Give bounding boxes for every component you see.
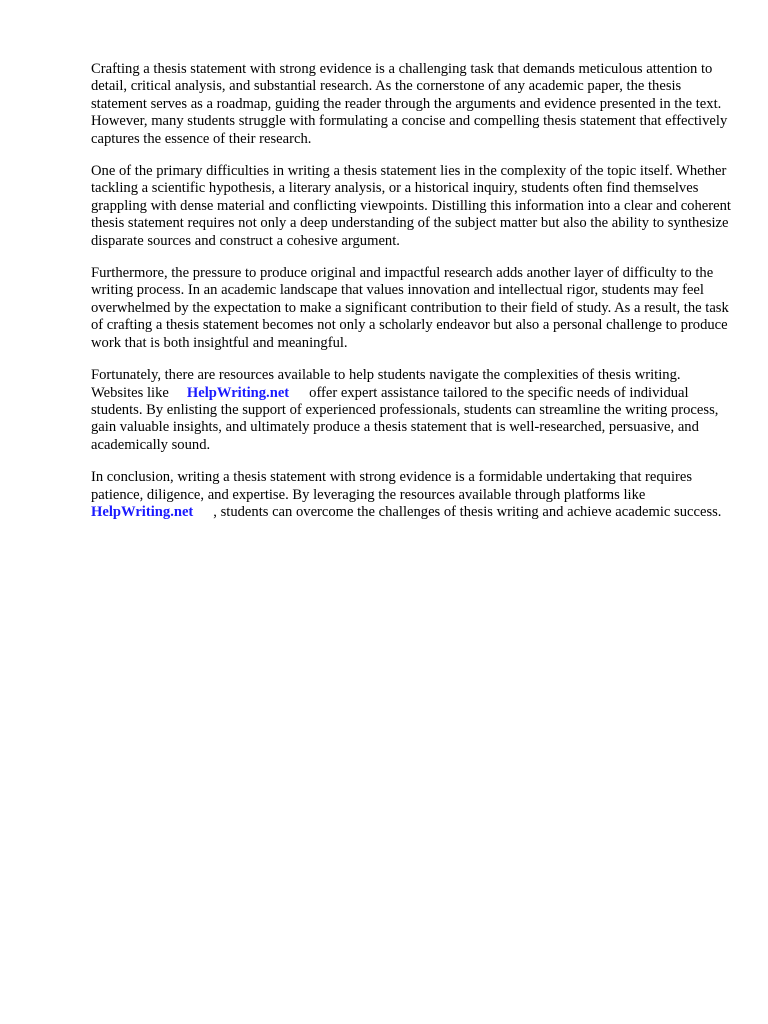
paragraph-resources	[91, 367, 731, 454]
paragraph-conclusion	[91, 469, 731, 521]
helpwriting-link-conclusion[interactable]: HelpWriting.net	[91, 503, 194, 520]
paragraph-difficulties: One of the primary difficulties in writing a thesis statement lies in the complexity of the topic itself. Whether tackling a scientific hypothesis, a literary analysis, or a historical inquiry, students often find themselves grappling with dense material and conflicting viewpoints. Distilling this information into a clear and coherent thesis statement requires not only a deep understanding of the subject matter but also the ability to synthesize disparate sources and construct a cohesive argument.	[91, 163, 731, 249]
paragraph-conclusion-after: , students can overcome the challenges of thesis writing and achieve academic success.	[213, 503, 722, 520]
helpwriting-link[interactable]: HelpWriting.net	[186, 384, 290, 401]
paragraph-intro: Crafting a thesis statement with strong evidence is a challenging task that demands meticulous attention to detail, critical analysis, and substantial research. As the cornerstone of any academic paper, the thesis statement serves as a roadmap, guiding the reader through the arguments and evidence presented in the text. However, many students struggle with formulating a concise and compelling thesis statement that effectively captures the essence of their research.	[91, 61, 728, 147]
document-body	[91, 61, 731, 536]
paragraph-resources-after: offer expert assistance tailored to the specific needs of individual students. By enlisting the support of experienced professionals, students can streamline the writing process, gain valuable insights, and ultimately produce a thesis statement that is well-researched, persuasive, and academically sound.	[91, 384, 719, 453]
paragraph-conclusion-before: In conclusion, writing a thesis statement with strong evidence is a formidable undertaking that requires patience, diligence, and expertise. By leveraging the resources available through platforms like	[91, 469, 693, 503]
paragraph-pressure: Furthermore, the pressure to produce original and impactful research adds another layer of difficulty to the writing process. In an academic landscape that values innovation and intellectual rigor, students may feel overwhelmed by the expectation to make a significant contribution to their field of study. As a result, the task of crafting a thesis statement becomes not only a scholarly endeavor but also a personal challenge to produce work that is both insightful and meaningful.	[91, 265, 729, 351]
paragraph-resources-before: Fortunately, there are resources available to help students navigate the complexities of thesis writing. Websites like	[91, 367, 681, 401]
